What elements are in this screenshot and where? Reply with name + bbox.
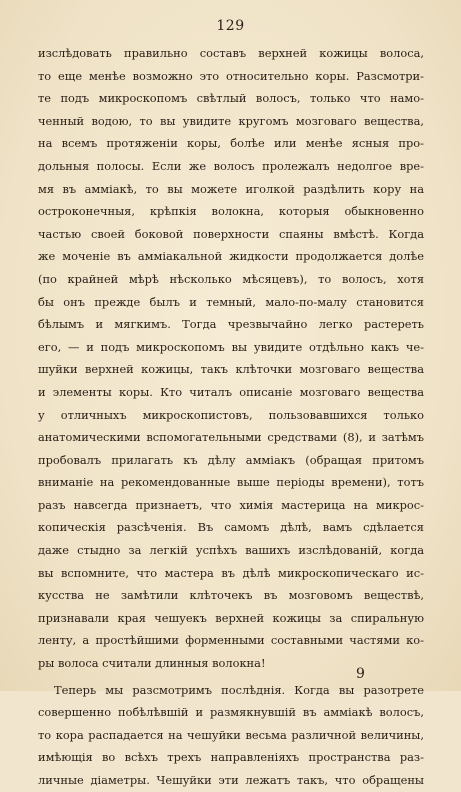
text-line: анатомическими вспомогательными средствами (8), и затѣмъ: [38, 430, 424, 445]
text-line: на всемъ протяженіи коры, болѣе или менѣе ясныя про-: [38, 136, 424, 151]
text-line: изслѣдовать правильно составъ верхней кожицы волоса,: [38, 46, 424, 60]
text-line: кусства не замѣтили клѣточекъ въ мозговомъ веществѣ,: [38, 588, 424, 603]
text-line: личные діаметры. Чешуйки эти лежатъ такъ, что обращены: [38, 773, 424, 787]
text-line: шуйки верхней кожицы, такъ клѣточки мозговаго вещества: [38, 362, 424, 377]
text-line: (по крайней мѣрѣ нѣсколько мѣсяцевъ), то волосъ, хотя: [38, 271, 424, 286]
text-line: признавали края чешуекъ верхней кожицы за спиральную: [38, 610, 424, 625]
text-line: совершенно побѣлѣвшій и размякнувшій въ аммiакѣ волосъ,: [38, 705, 424, 720]
text-line: вниманіе на рекомендованные выше періоды времени), тотъ: [38, 475, 424, 490]
text-line: бѣлымъ и мягкимъ. Тогда чрезвычайно легко растереть: [38, 317, 424, 332]
text-line: Теперь мы разсмотримъ послѣднія. Когда вы разотрете: [54, 682, 424, 697]
page-number: 129: [216, 18, 245, 34]
body-text: [38, 42, 424, 792]
text-line: бы онъ прежде былъ и темный, мало-по-малу становится: [38, 294, 424, 309]
text-line: то еще менѣе возможно это относительно коры. Разсмотри-: [38, 68, 424, 83]
text-line: пробовалъ прилагать къ дѣлу аммiакъ (обращая притомъ: [38, 452, 424, 467]
text-line: дольныя полосы. Если же волосъ пролежалъ недолгое вре-: [38, 158, 424, 173]
text-line: его, — и подъ микроскопомъ вы увидите отдѣльно какъ че-: [38, 339, 424, 354]
text-line: мя въ аммiакѣ, то вы можете иголкой раздѣлить кору на: [38, 181, 424, 196]
text-line: остроконечныя, крѣпкія волокна, которыя обыкновенно: [38, 204, 424, 219]
signature-mark: 9: [356, 666, 365, 682]
text-line: у отличныхъ микроскопистовъ, пользовавшихся только: [38, 407, 424, 422]
text-line: те подъ микроскопомъ свѣтлый волосъ, только что намо-: [38, 91, 424, 106]
text-line: копическія разсѣченія. Въ самомъ дѣлѣ, вамъ сдѣлается: [38, 520, 424, 535]
text-line: частью своей боковой поверхности спаяны вмѣстѣ. Когда: [38, 226, 424, 241]
text-line: ры волоса считали длинныя волокна!: [38, 656, 266, 671]
text-line: же моченіе въ аммiакальной жидкости продолжается долѣе: [38, 249, 424, 264]
text-line: вы вспомните, что мастера въ дѣлѣ микроскопическаго ис-: [38, 565, 424, 580]
text-line: и элементы коры. Кто читалъ описаніе мозговаго вещества: [38, 384, 424, 399]
paragraph-2: [38, 679, 424, 792]
text-line: имѣющія во всѣхъ трехъ направленіяхъ пространства раз-: [38, 750, 424, 765]
text-line: разъ навсегда признаетъ, что химія мастерица на микрос-: [38, 497, 424, 512]
text-line: то кора распадается на чешуйки весьма различной величины,: [38, 727, 424, 742]
text-line: даже стыдно за легкій успѣхъ вашихъ изслѣдованій, когда: [38, 543, 424, 558]
paragraph-1: [38, 42, 424, 675]
text-line: ленту, а простѣйшими форменными составными частями ко-: [38, 633, 424, 648]
text-line: ченный водою, то вы увидите кругомъ мозговаго вещества,: [38, 113, 424, 128]
